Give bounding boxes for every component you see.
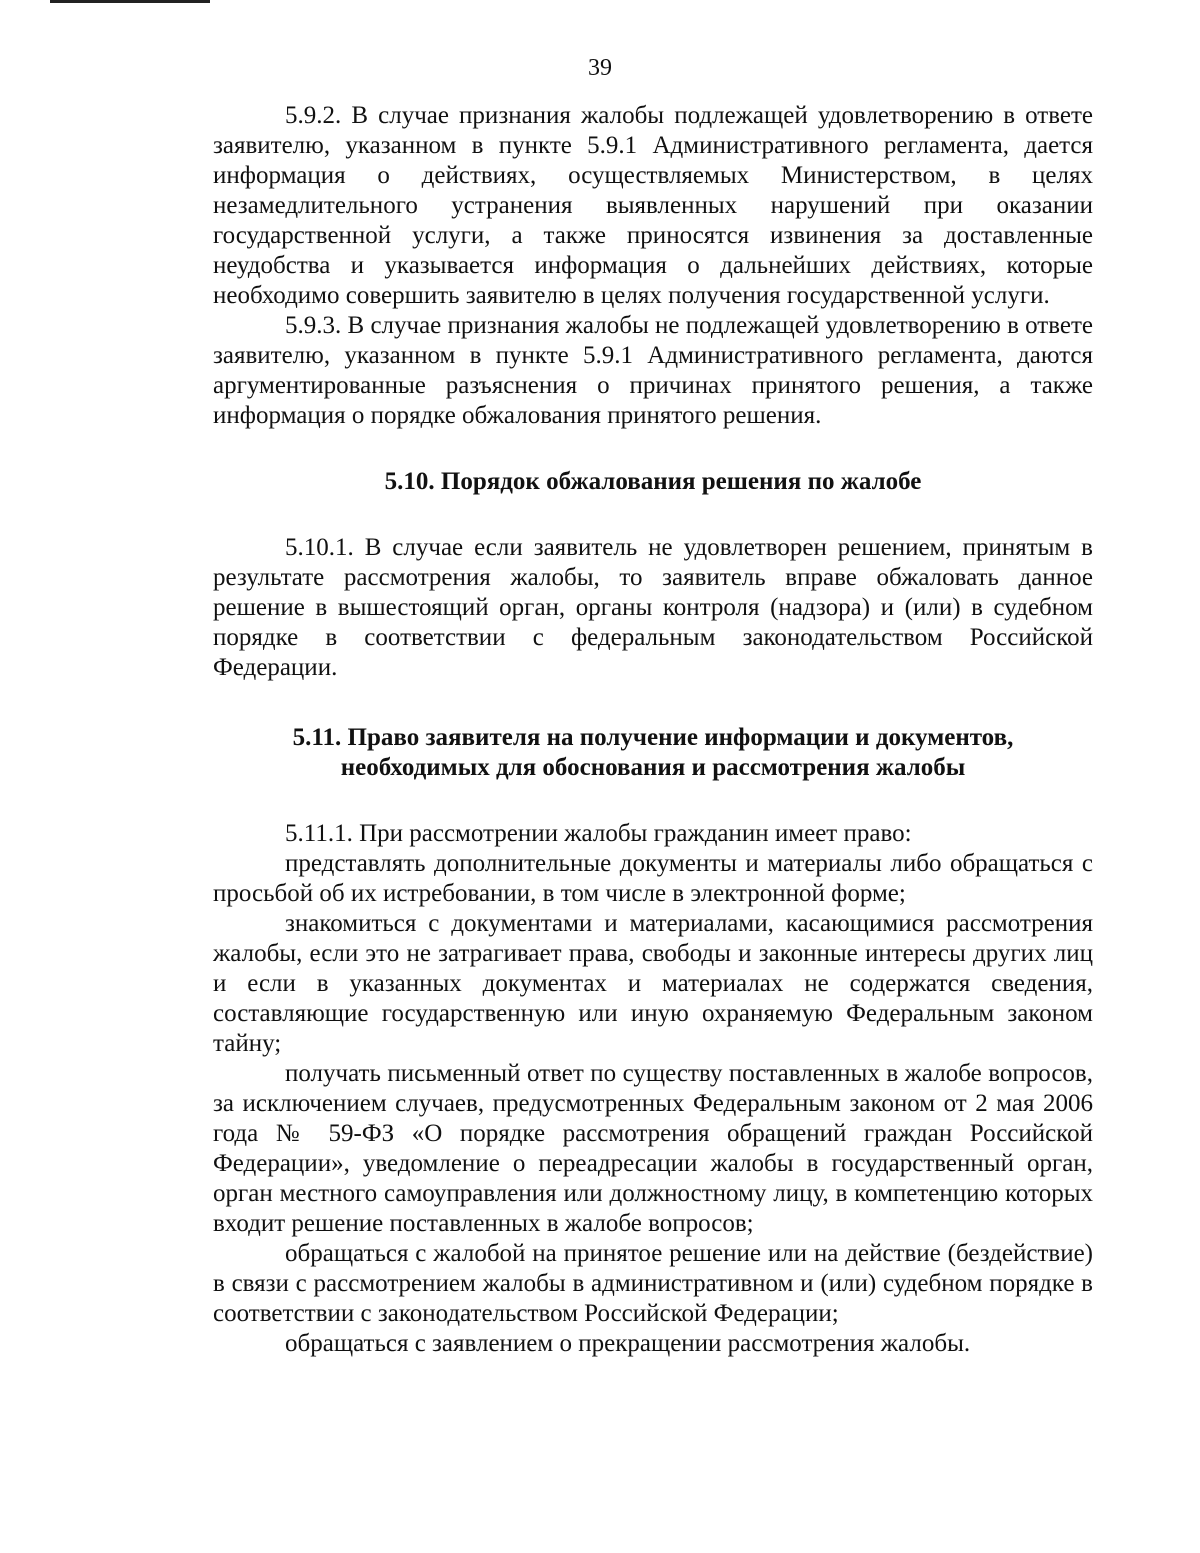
section-heading-5-11-line1: 5.11. Право заявителя на получение информации и документов, <box>292 724 1014 751</box>
paragraph-right-submit-documents: представлять дополнительные документы и материалы либо обращаться с просьбой об их истребовании, в том числе в электронной форме; <box>213 850 1093 907</box>
page-number: 39 <box>588 55 612 81</box>
section-heading-5-11 <box>213 723 1093 783</box>
paragraph-right-written-answer: получать письменный ответ по существу поставленных в жалобе вопросов, за исключением случаев, предусмотренных Федеральным законом от 2 мая 2006 года № 59-ФЗ «О порядке рассмотрения обращений граждан Российской Федерации», уведомление о переадресации жалобы в государственный орган, орган местного самоуправления или должностному лицу, в компетенцию которых входит решение поставленных в жалобе вопросов; <box>213 1060 1093 1237</box>
top-rule <box>50 0 210 3</box>
paragraph-right-appeal-decision: обращаться с жалобой на принятое решение или на действие (бездействие) в связи с рассмотрением жалобы в административном и (или) судебном порядке в соответствии с законодательством Российской Федерации; <box>213 1240 1093 1327</box>
paragraph-right-withdraw-complaint: обращаться с заявлением о прекращении рассмотрения жалобы. <box>285 1330 971 1357</box>
document-body <box>213 101 1093 1359</box>
section-heading-5-11-line2: необходимых для обоснования и рассмотрения жалобы <box>340 754 966 781</box>
paragraph-5-11-1: 5.11.1. При рассмотрении жалобы гражданин имеет право: <box>285 820 912 847</box>
paragraph-5-9-2: 5.9.2. В случае признания жалобы подлежащей удовлетворению в ответе заявителю, указанном в пункте 5.9.1 Административного регламента, дается информация о действиях, осуществляемых Министерством, в целях незамедлительного устранения выявленных нарушений при оказании государственной услуги, а также приносятся извинения за доставленные неудобства и указывается информация о дальнейших действиях, которые необходимо совершить заявителю в целях получения государственной услуги. <box>213 102 1093 309</box>
paragraph-right-review-materials: знакомиться с документами и материалами, касающимися рассмотрения жалобы, если это не затрагивает права, свободы и законные интересы других лиц и если в указанных документах и материалах не содержатся сведения, составляющие государственную или иную охраняемую Федеральным законом тайну; <box>213 910 1093 1057</box>
paragraph-5-10-1: 5.10.1. В случае если заявитель не удовлетворен решением, принятым в результате рассмотрения жалобы, то заявитель вправе обжаловать данное решение в вышестоящий орган, органы контроля (надзора) и (или) в судебном порядке в соответствии с федеральным законодательством Российской Федерации. <box>213 534 1093 681</box>
section-heading-5-10: 5.10. Порядок обжалования решения по жалобе <box>384 468 922 495</box>
paragraph-5-9-3: 5.9.3. В случае признания жалобы не подлежащей удовлетворению в ответе заявителю, указанном в пункте 5.9.1 Административного регламента, даются аргументированные разъяснения о причинах принятого решения, а также информация о порядке обжалования принятого решения. <box>213 312 1093 429</box>
